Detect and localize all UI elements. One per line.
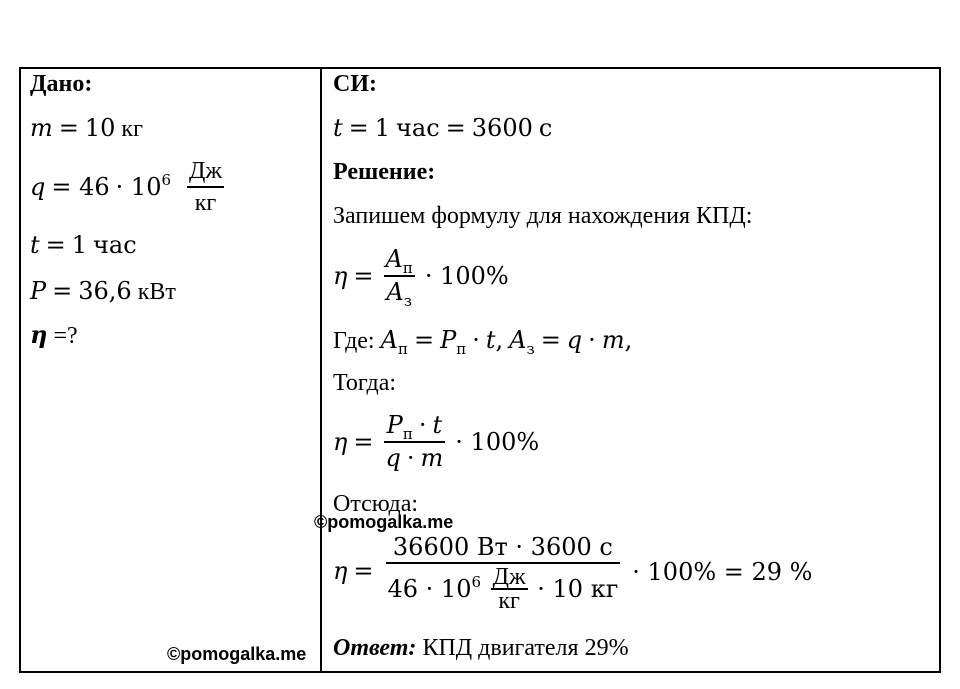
given-heat-value: $q = 46 \cdot 10^6$ $\frac{Дж}{кг}$ [30,158,222,216]
si-time-conversion: t = 1 час = 3600 с [333,114,553,142]
work-definitions: Где: $A_п = P_п \cdot t$, $A_з = q \cdot m$, [333,326,633,358]
column-divider [320,67,322,673]
then-label: Тогда: [333,370,397,396]
answer-line: Ответ: КПД двигателя 29% [333,635,629,661]
given-power: P = 36,6 кВт [30,277,176,305]
substituted-formula: η = $\frac{P_п \cdot t}{q \cdot m}$ · 100% [333,411,540,472]
given-unknown-efficiency: η =? [30,320,78,349]
watermark-bottom-left: ©pomogalka.me [167,644,307,664]
solution-intro: Запишем формулу для нахождения КПД: [333,203,753,229]
watermark-center: ©pomogalka.me [314,512,454,532]
given-mass: m = 10 кг [30,114,143,142]
given-time: t = 1 час [30,231,137,259]
efficiency-formula: η = $\frac{A_п}{A_з}$ · 100% [333,245,509,310]
hence-label: Отсюда: [333,491,419,517]
numeric-calculation: η = 36600 Вт · 3600 с $46 \cdot 10^6$ $\frac{Дж}{кг}$ · 10 кг · 100% = 29 % [333,533,813,614]
solution-title: Решение: [333,159,436,185]
given-title: Дано: [30,71,93,97]
si-title: СИ: [333,71,377,97]
